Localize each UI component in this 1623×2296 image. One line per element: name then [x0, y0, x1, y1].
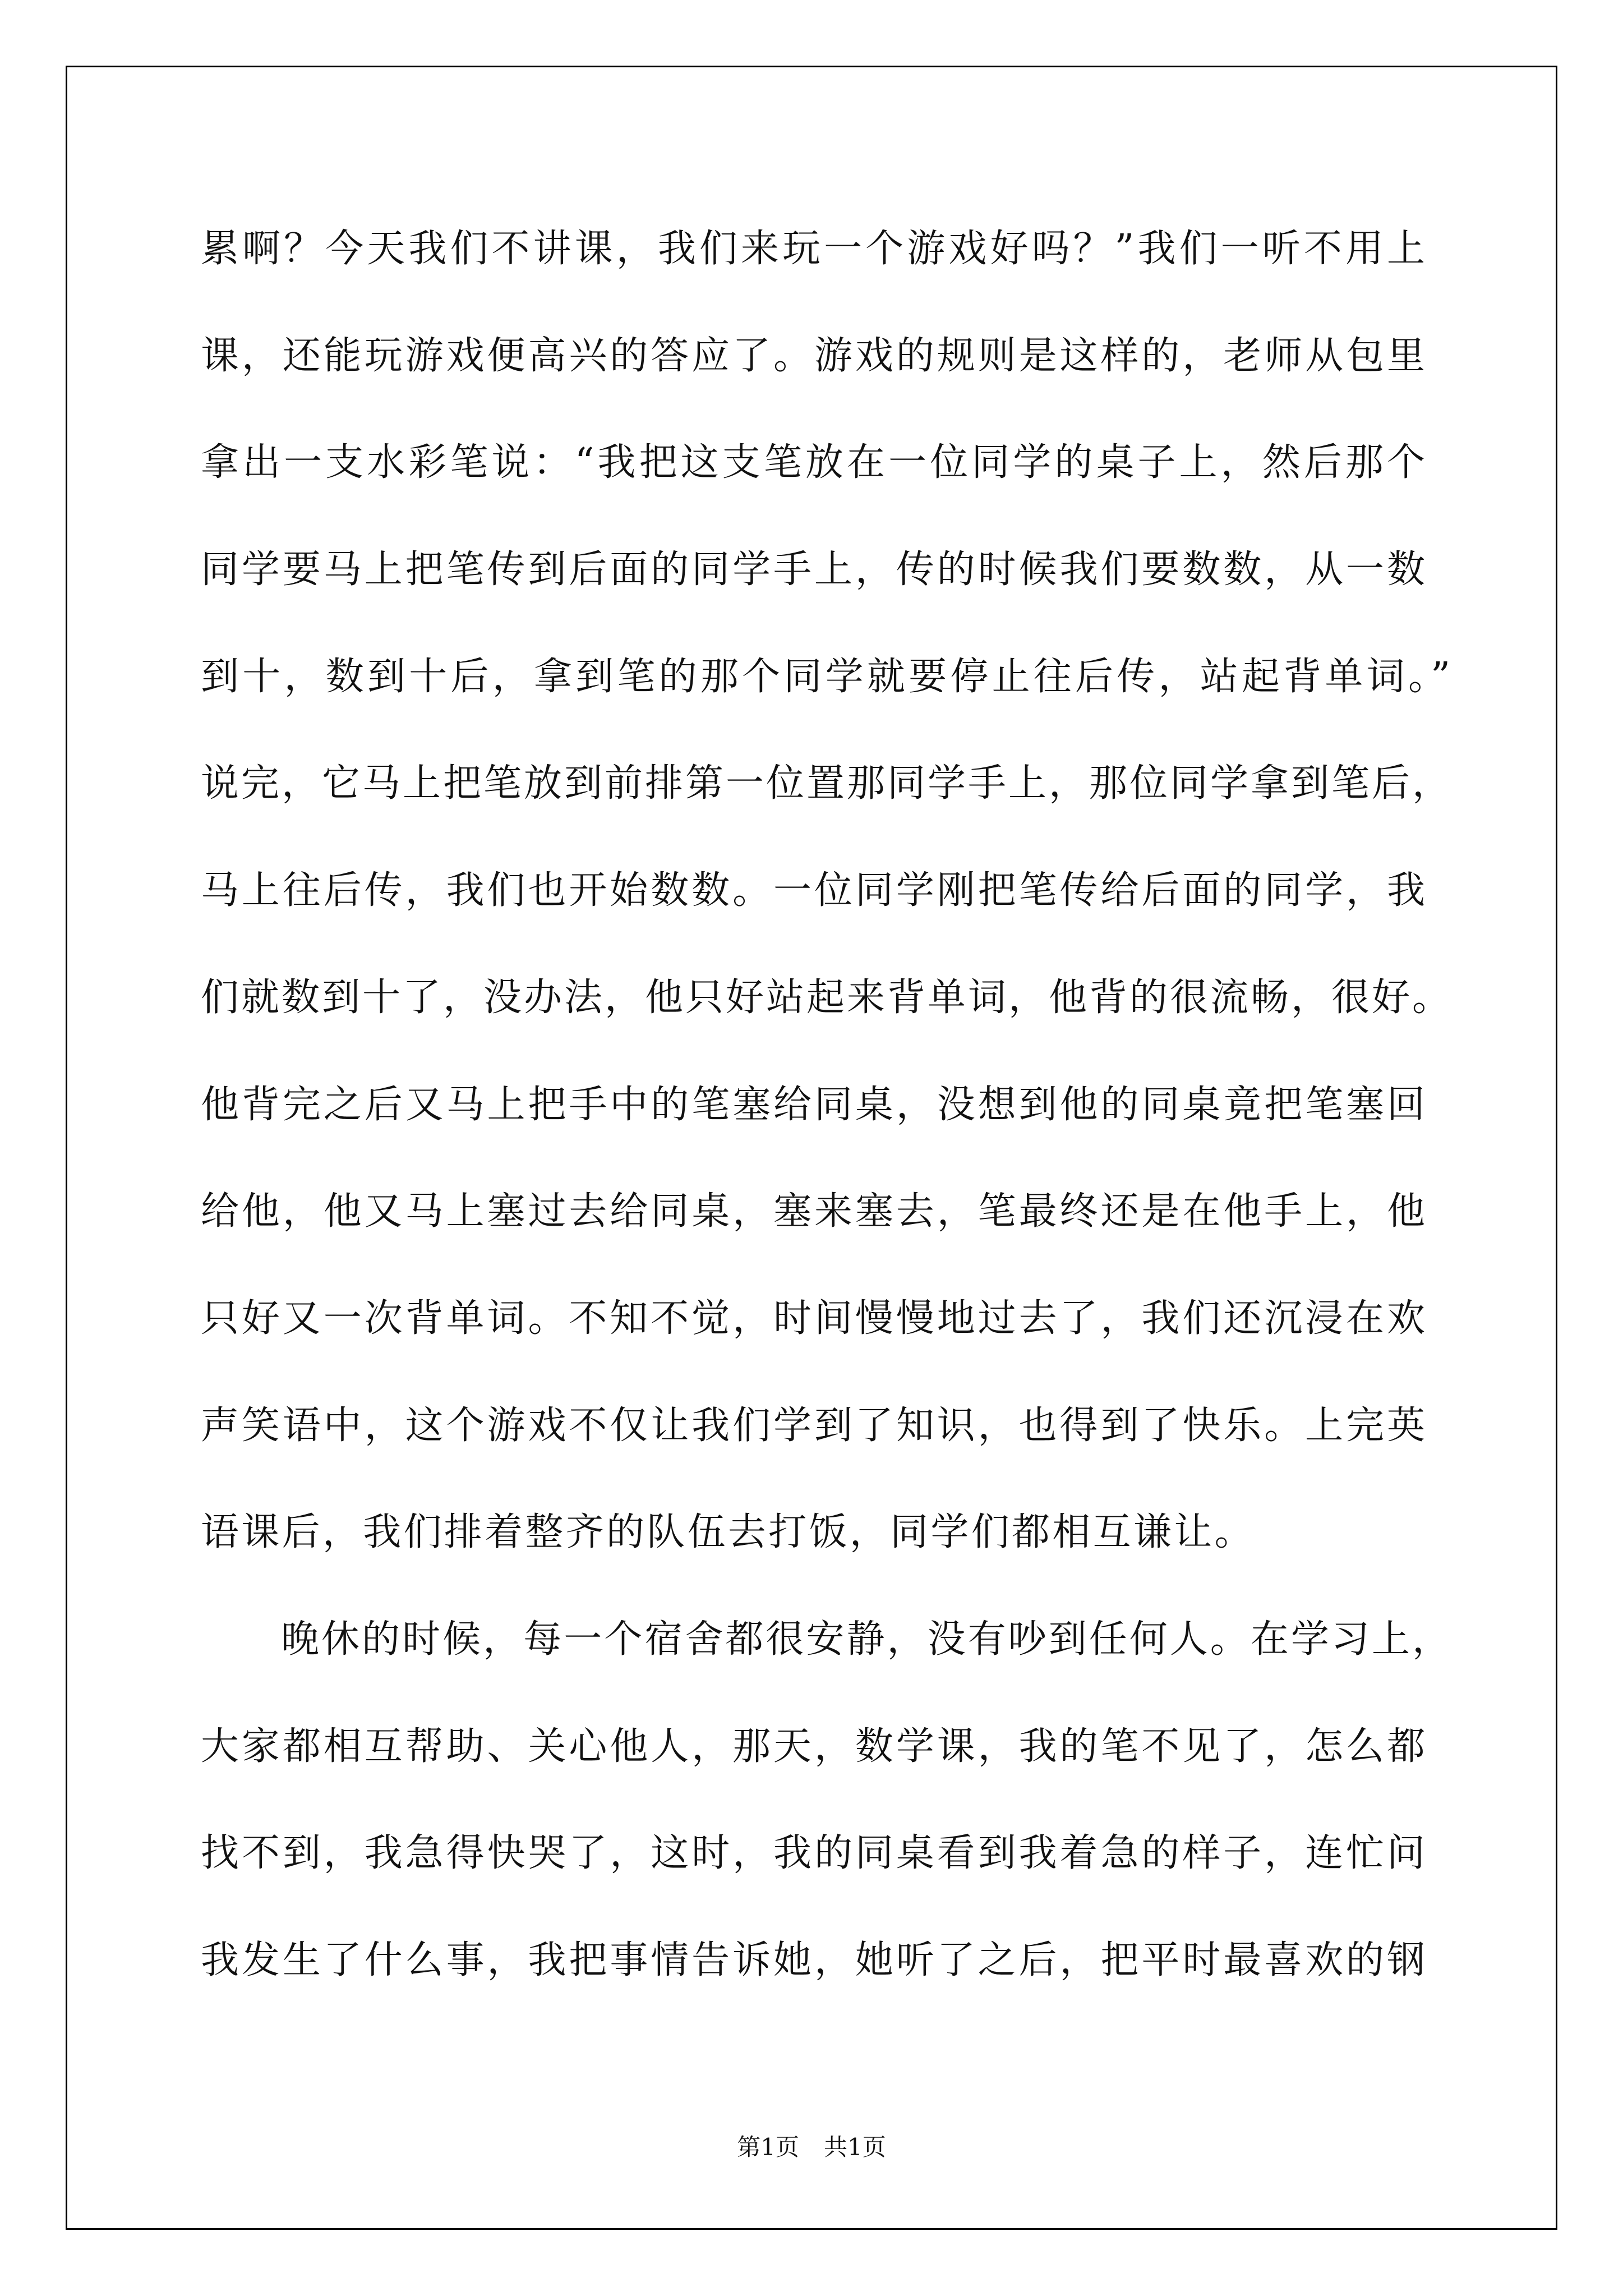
page-number: 第1页 — [737, 2133, 799, 2161]
page-total: 共1页 — [824, 2133, 886, 2161]
text-line: 给他，他又马上塞过去给同桌，塞来塞去，笔最终还是在他手上，他 — [201, 1189, 1425, 1234]
text-line: 语课后，我们排着整齐的队伍去打饭，同学们都相互谦让。 — [201, 1510, 1255, 1555]
text-line: 到十，数到十后，拿到笔的那个同学就要停止往后传，站起背单词。” — [201, 654, 1450, 699]
text-line: 只好又一次背单词。不知不觉，时间慢慢地过去了，我们还沉浸在欢 — [201, 1296, 1425, 1341]
paragraph — [201, 1586, 1457, 2014]
page-footer — [0, 2132, 1623, 2163]
text-line: 晚休的时候，每一个宿舍都很安静，没有吵到任何人。在学习上， — [281, 1617, 1450, 1662]
text-line: 们就数到十了，没办法，他只好站起来背单词，他背的很流畅，很好。 — [201, 975, 1450, 1020]
text-line: 我发生了什么事，我把事情告诉她，她听了之后，把平时最喜欢的钢 — [201, 1938, 1425, 1982]
text-line: 同学要马上把笔传到后面的同学手上，传的时候我们要数数，从一数 — [201, 547, 1425, 592]
text-line: 课，还能玩游戏便高兴的答应了。游戏的规则是这样的，老师从包里 — [201, 333, 1425, 378]
text-line: 找不到，我急得快哭了，这时，我的同桌看到我着急的样子，连忙问 — [201, 1831, 1425, 1876]
text-line: 拿出一支水彩笔说：“我把这支笔放在一位同学的桌子上，然后那个 — [201, 440, 1425, 485]
text-line: 累啊？今天我们不讲课，我们来玩一个游戏好吗？”我们一听不用上 — [201, 227, 1425, 271]
body-text — [201, 196, 1457, 2014]
text-line: 大家都相互帮助、关心他人，那天，数学课，我的笔不见了，怎么都 — [201, 1724, 1425, 1769]
text-line: 马上往后传，我们也开始数数。一位同学刚把笔传给后面的同学，我 — [201, 868, 1425, 913]
text-line: 声笑语中，这个游戏不仅让我们学到了知识，也得到了快乐。上完英 — [201, 1403, 1425, 1448]
text-line: 说完，它马上把笔放到前排第一位置那同学手上，那位同学拿到笔后， — [201, 761, 1450, 806]
text-line: 他背完之后又马上把手中的笔塞给同桌，没想到他的同桌竟把笔塞回 — [201, 1082, 1425, 1127]
paragraph-continued — [201, 196, 1457, 1586]
